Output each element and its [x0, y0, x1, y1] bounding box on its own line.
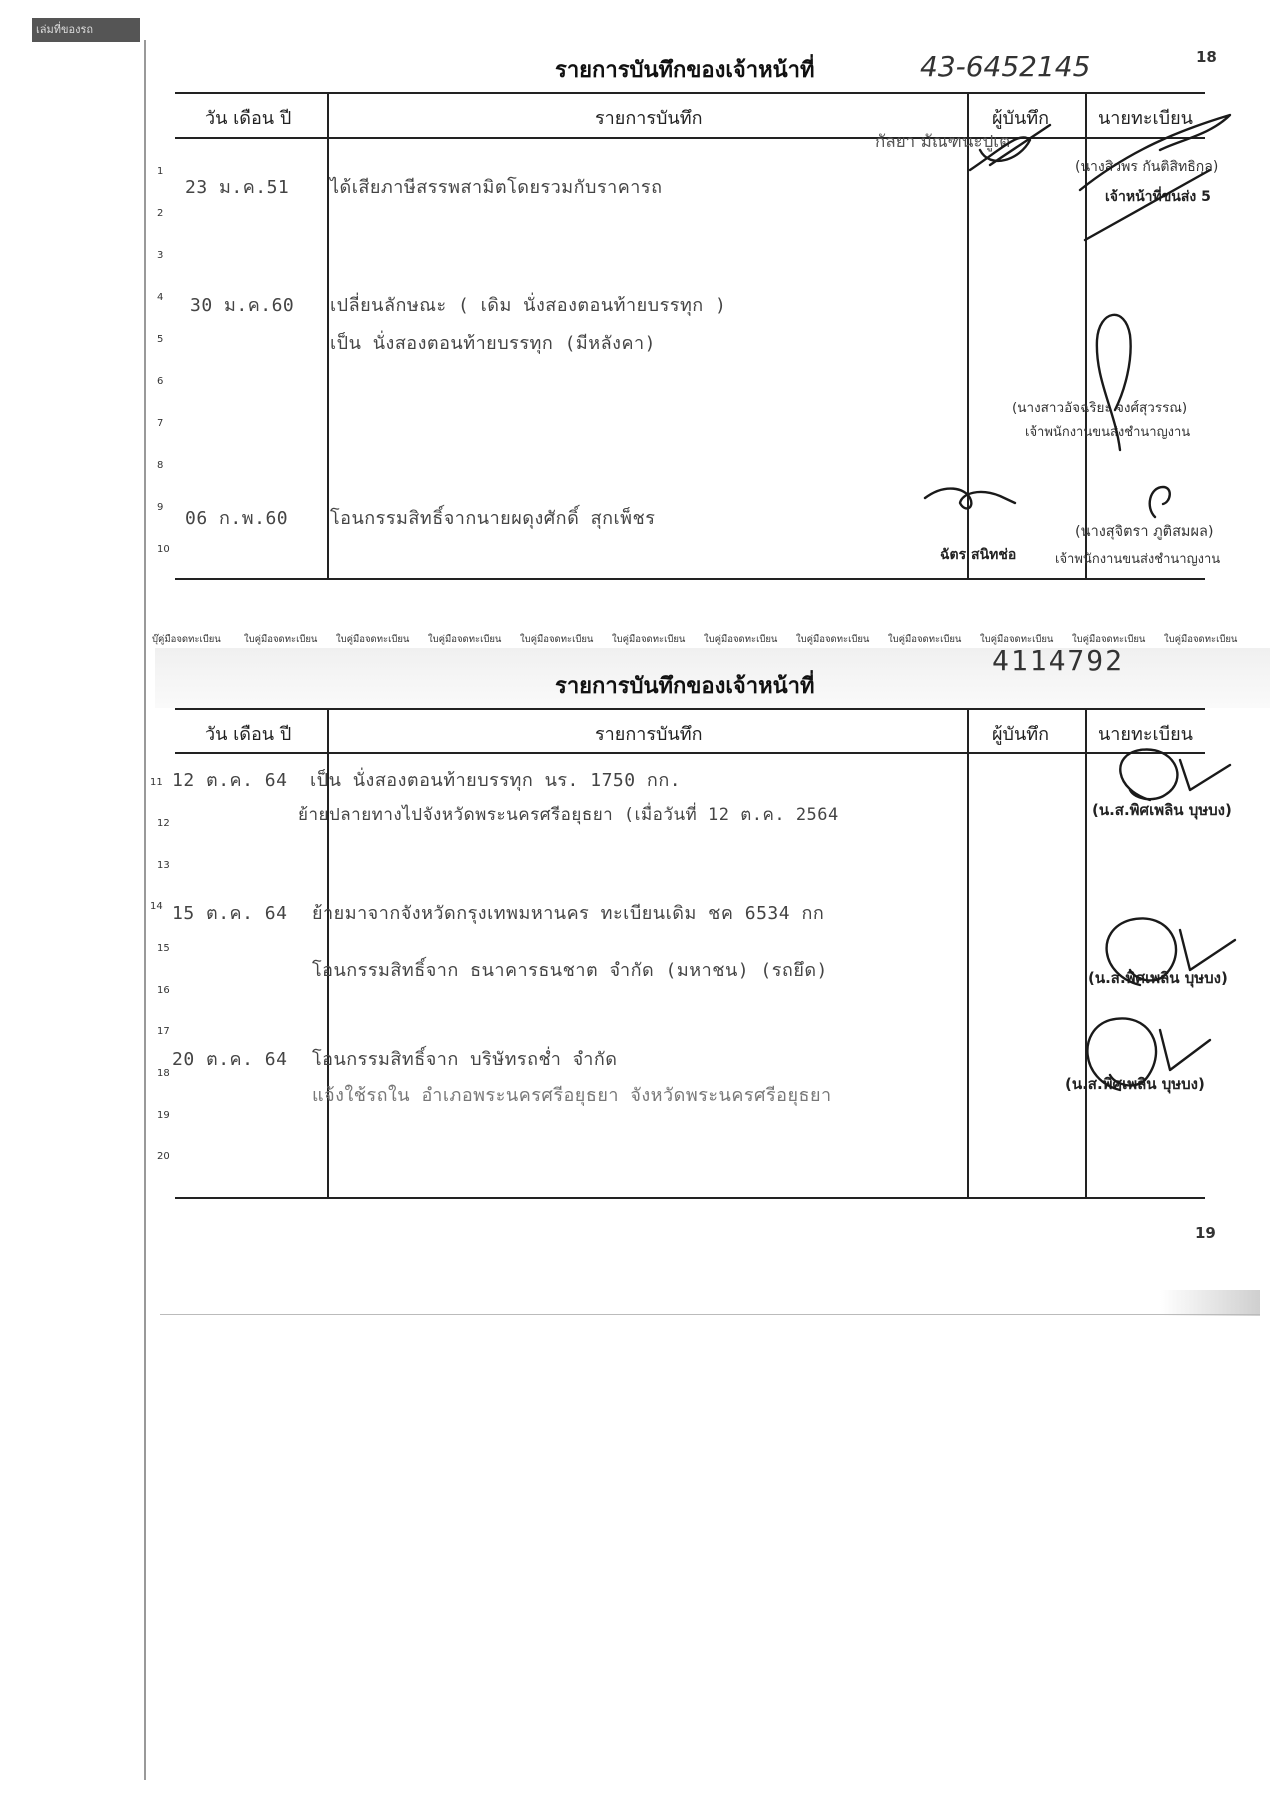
recorder-stamp: ฉัตร สนิทช่อ — [940, 547, 1017, 563]
col-divider-1 — [327, 92, 329, 580]
entry-text: เปลี่ยนลักษณะ ( เดิม นั่งสองตอนท้ายบรรทุก ) — [330, 295, 727, 316]
registrar-name: (น.ส.พิศเพลิน บุษบง) — [1065, 1075, 1205, 1093]
registrar-title: เจ้าหน้าที่ขนส่ง 5 — [1105, 189, 1211, 205]
header-date: วัน เดือน ปี — [205, 724, 292, 745]
strip-item: ใบคู่มือจดทะเบียน — [1072, 634, 1146, 645]
registrar-title: เจ้าพนักงานขนส่งชำนาญงาน — [1055, 552, 1221, 567]
entry-date: 30 ม.ค.60 — [190, 295, 295, 316]
registrar-name: (นางสุจิตรา ภูติสมผล) — [1075, 524, 1214, 540]
row-number: 13 — [157, 860, 170, 871]
handwritten-reference: 43-6452145 — [920, 50, 1091, 83]
page-title-top: รายการบันทึกของเจ้าหน้าที่ — [555, 57, 815, 83]
entry-text: เป็น นั่งสองตอนท้ายบรรทุก (มีหลังคา) — [330, 333, 656, 354]
table-top-border — [175, 708, 1205, 710]
entry-date: 20 ต.ค. 64 — [172, 1049, 288, 1070]
strip-item: ใบคู่มือจดทะเบียน — [888, 634, 962, 645]
row-number: 9 — [157, 502, 164, 513]
scan-line — [160, 1314, 1260, 1315]
row-number: 12 — [157, 818, 170, 829]
header-entry: รายการบันทึก — [595, 108, 703, 129]
corner-tag-text: เล่มที่ของรถ — [36, 23, 94, 36]
entry-text: โอนกรรมสิทธิ์จากนายผดุงศักดิ์ สุกเพ็ชร — [330, 508, 656, 529]
registrar-title: เจ้าพนักงานขนส่งชำนาญงาน — [1025, 425, 1191, 440]
signature-stroke — [1080, 900, 1250, 1000]
row-number: 20 — [157, 1151, 170, 1162]
row-number: 4 — [157, 292, 164, 303]
row-number: 14 — [150, 901, 163, 912]
header-recorder: ผู้บันทึก — [992, 724, 1050, 745]
signature-stroke — [960, 110, 1260, 250]
entry-text: ได้เสียภาษีสรรพสามิตโดยรวมกับราคารถ — [330, 177, 663, 198]
registrar-name: (นางสาวอัจฉริยะ จงศ์สุวรรณ) — [1012, 400, 1188, 416]
table-bottom-border — [175, 1197, 1205, 1199]
strip-item: ใบคู่มือจดทะเบียน — [520, 634, 594, 645]
scan-shade-bottom — [1160, 1290, 1260, 1316]
row-number: 18 — [157, 1068, 170, 1079]
header-registrar: นายทะเบียน — [1098, 108, 1193, 129]
entry-date: 12 ต.ค. 64 — [172, 770, 288, 791]
entry-text: แจ้งใช้รถใน อำเภอพระนครศรีอยุธยา จังหวัดพระนครศรีอยุธยา — [312, 1085, 832, 1106]
row-number: 6 — [157, 376, 164, 387]
signature-stroke — [920, 478, 1020, 518]
strip-item: ใบคู่มือจดทะเบียน — [704, 634, 778, 645]
signature-stroke — [1085, 300, 1165, 460]
header-recorder: ผู้บันทึก — [992, 108, 1050, 129]
strip-item: ใบคู่มือจดทะเบียน — [428, 634, 502, 645]
signature-stroke — [1065, 1000, 1225, 1100]
entry-text: เป็น นั่งสองตอนท้ายบรรทุก นร. 1750 กก. — [310, 770, 682, 791]
row-number: 2 — [157, 208, 164, 219]
row-number: 17 — [157, 1026, 170, 1037]
entry-date: 23 ม.ค.51 — [185, 177, 290, 198]
row-number: 1 — [157, 166, 164, 177]
signature-stroke — [1095, 740, 1245, 820]
row-number: 5 — [157, 334, 164, 345]
strip-item: ใบคู่มือจดทะเบียน — [244, 634, 318, 645]
entry-text: ย้ายปลายทางไปจังหวัดพระนครศรีอยุธยา (เมื่อวันที่ 12 ต.ค. 2564 — [298, 805, 839, 825]
registrar-name: (น.ส.พิศเพลิน บุษบง) — [1088, 969, 1228, 987]
table-header-divider — [175, 752, 1205, 754]
table-top-border — [175, 92, 1205, 94]
page-number-bottom: 19 — [1195, 1224, 1216, 1242]
header-date: วัน เดือน ปี — [205, 108, 292, 129]
strip-item: ใบคู่มือจดทะเบียน — [336, 634, 410, 645]
row-number: 10 — [157, 544, 170, 555]
row-number: 15 — [157, 943, 170, 954]
row-number: 7 — [157, 418, 164, 429]
binding-edge — [144, 40, 146, 1780]
header-entry: รายการบันทึก — [595, 724, 703, 745]
row-number: 3 — [157, 250, 164, 261]
row-number: 16 — [157, 985, 170, 996]
registrar-name: (น.ส.พิศเพลิน บุษบง) — [1092, 801, 1232, 819]
header-registrar: นายทะเบียน — [1098, 724, 1193, 745]
row-number: 8 — [157, 460, 164, 471]
strip-item: บุ๊คู่มือจดทะเบียน — [152, 634, 221, 645]
strip-item: ใบคู่มือจดทะเบียน — [1164, 634, 1238, 645]
registrar-name: (นางสิวพร กันติสิทธิกุล) — [1075, 159, 1219, 175]
entry-text: โอนกรรมสิทธิ์จาก ธนาคารธนชาต จำกัด (มหาชน) (รถยึด) — [312, 960, 828, 981]
page-title-bottom: รายการบันทึกของเจ้าหน้าที่ — [555, 673, 815, 699]
row-number: 11 — [150, 777, 163, 788]
page-number-top: 18 — [1196, 48, 1217, 66]
table-bottom-border — [175, 578, 1205, 580]
strip-item: ใบคู่มือจดทะเบียน — [796, 634, 870, 645]
row-number: 19 — [157, 1110, 170, 1121]
entry-text: ย้ายมาจากจังหวัดกรุงเทพมหานคร ทะเบียนเดิม ชค 6534 กก — [312, 903, 825, 924]
signature-stroke — [1135, 482, 1195, 532]
strip-item: ใบคู่มือจดทะเบียน — [612, 634, 686, 645]
recorder-stamp: กัลยา มัณฑนะปูเต — [875, 132, 1011, 152]
entry-date: 15 ต.ค. 64 — [172, 903, 288, 924]
strip-item: ใบคู่มือจดทะเบียน — [980, 634, 1054, 645]
col-divider-2 — [967, 708, 969, 1199]
entry-text: โอนกรรมสิทธิ์จาก บริษัทรถช่ำ จำกัด — [312, 1049, 618, 1070]
entry-date: 06 ก.พ.60 — [185, 508, 289, 529]
serial-number: 4114792 — [992, 644, 1125, 677]
